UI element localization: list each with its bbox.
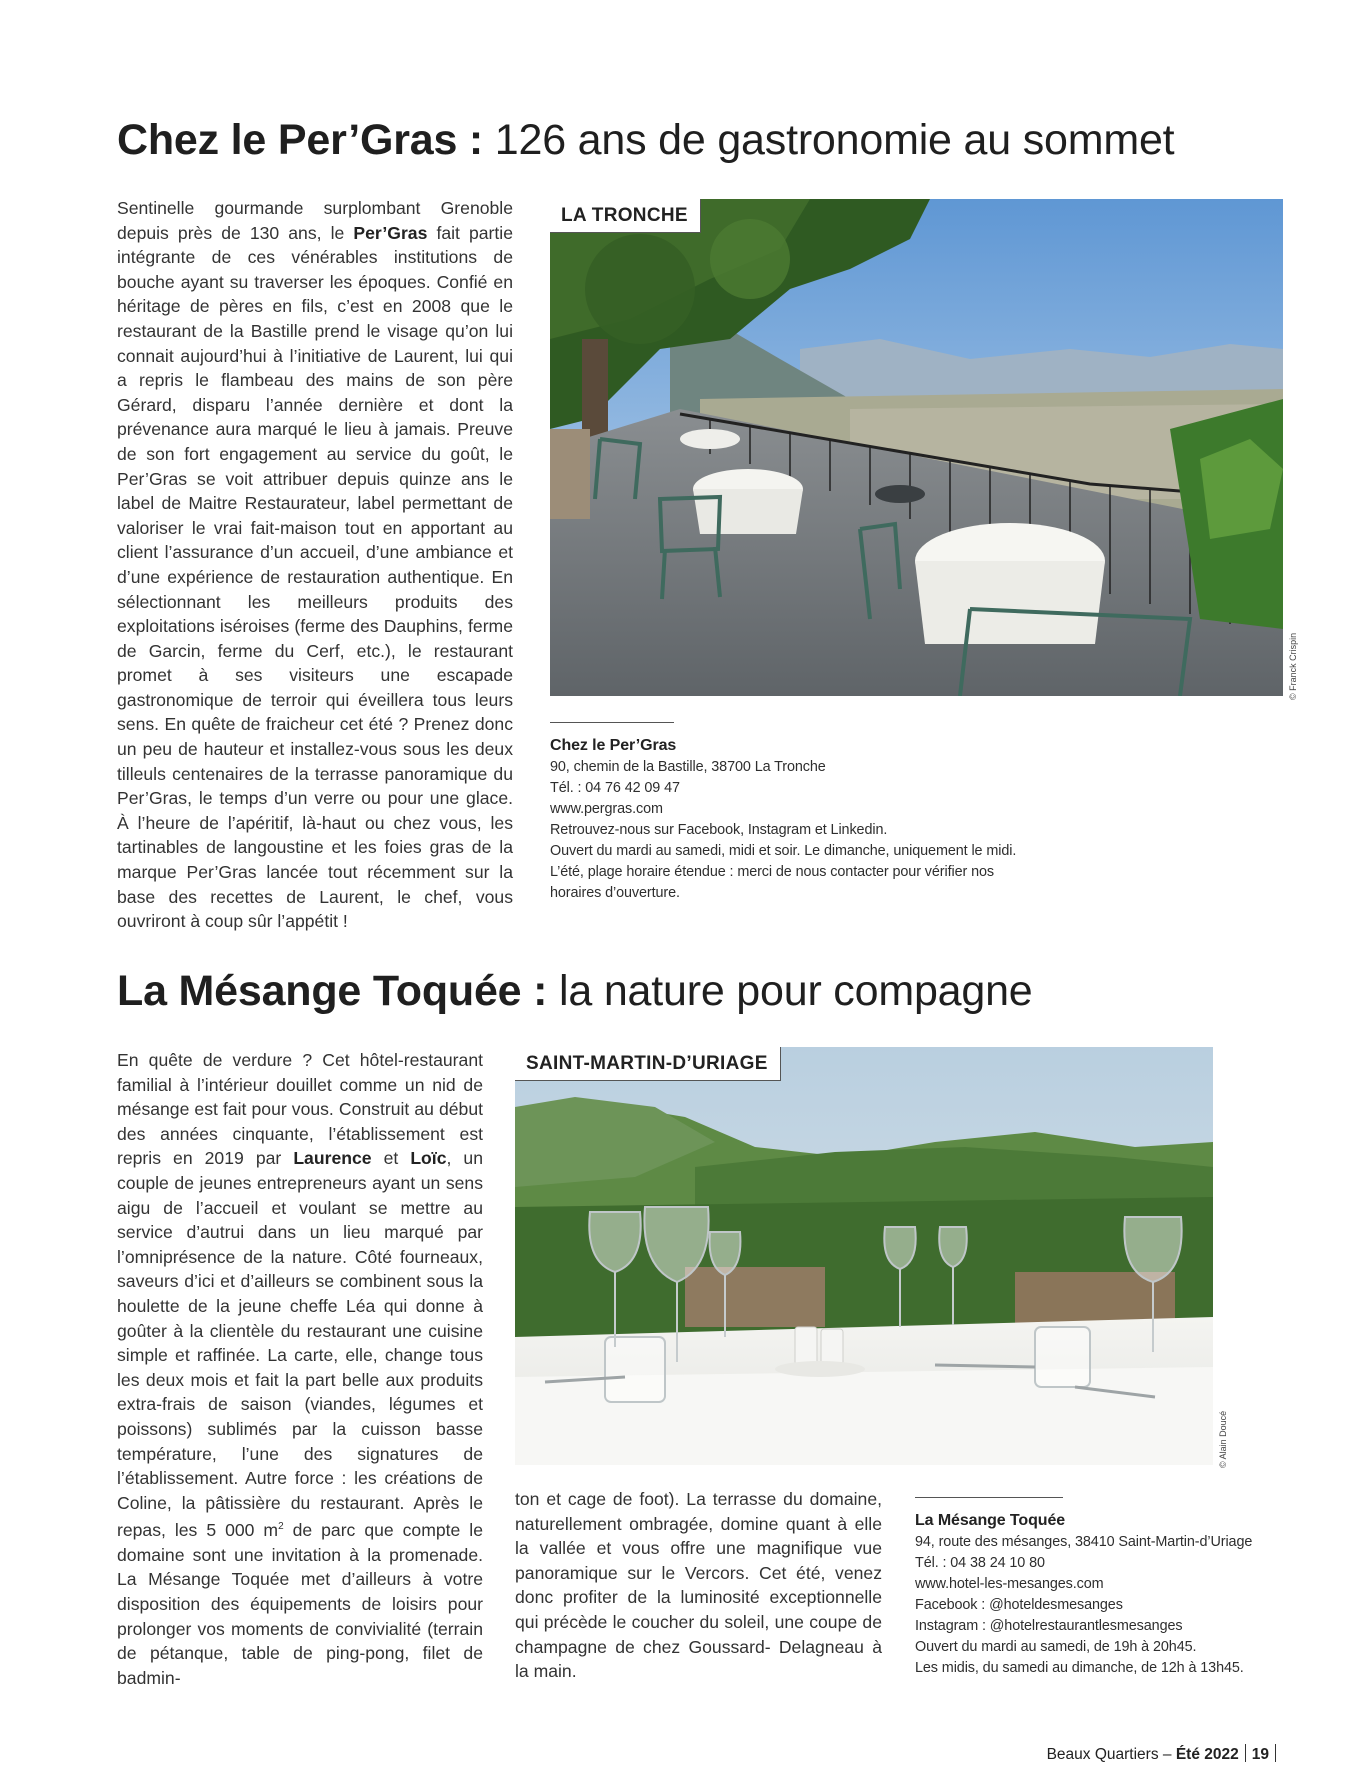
article2-text-c: , un couple de jeunes entrepreneurs ayant un sens aigu de l’accueil et voulant se mettre au service d’autrui dans un lieu marqué par l’omniprésence de la nature. Côté fourneaux, saveurs d’ici et d’ailleurs se combinent sous la houlette de la jeune cheffe Léa qui donne à goûter à la clientèle du restaurant une cuisine simple et raffinée. La carte, elle, change tous les deux mois et fait la part belle aux produits extra-frais de saison (viandes, légumes et poissons) sublimés par la cuisson basse température, l’une des signatures de l’établissement. Autre force : les créations de Coline, la pâtissière du restaurant. Après le repas, les 5 000 m xyxy=(117,1148,483,1541)
article1-info-box xyxy=(550,735,1016,904)
article2-info-website: www.hotel-les-mesanges.com xyxy=(915,1576,1104,1592)
footer-issue: Été 2022 xyxy=(1175,1746,1239,1763)
article2-photo-credit: © Alain Doucé xyxy=(1218,1410,1228,1468)
article1-photo-credit: © Franck Crispin xyxy=(1288,632,1298,700)
footer-separator-end xyxy=(1275,1744,1276,1762)
article2-info-hours-line2: Les midis, du samedi au dimanche, de 12h à 13h45. xyxy=(915,1660,1244,1676)
footer-publication: Beaux Quartiers – xyxy=(1046,1746,1172,1763)
article1-info-hours: Ouvert du mardi au samedi, midi et soir. Le dimanche, uniquement le midi. xyxy=(550,843,1017,859)
article2-body-col2 xyxy=(515,1487,882,1684)
article1-location-tag: LA TRONCHE xyxy=(550,199,701,233)
article2-info-facebook: Facebook : @hoteldesmesanges xyxy=(915,1597,1123,1613)
article1-info-address: 90, chemin de la Bastille, 38700 La Tronche xyxy=(550,759,826,775)
article1-text-start: Sentinelle gourmande surplombant Grenoble depuis près de 130 ans, le xyxy=(117,198,513,243)
article2-info-hours-line1: Ouvert du mardi au samedi, de 19h à 20h45. xyxy=(915,1639,1197,1655)
page-footer xyxy=(1047,1744,1282,1764)
article1-info-social: Retrouvez-nous sur Facebook, Instagram et Linkedin. xyxy=(550,822,888,838)
article2-title-bold: La Mésange Toquée : xyxy=(117,967,548,1015)
article2-text-b: et xyxy=(371,1148,411,1169)
article2-body-col1 xyxy=(117,1048,483,1690)
table-glasses-photo-illustration xyxy=(515,1047,1213,1465)
article2-info-address: 94, route des mésanges, 38410 Saint-Martin-d’Uriage xyxy=(915,1534,1253,1550)
article2-info-name: La Mésange Toquée xyxy=(915,1512,1066,1529)
article2-text-superscript: 2 xyxy=(278,1521,284,1533)
article1-text-rest: fait partie intégrante de ces vénérables institutions de bouche ayant su traverser les époques. Confié en héritage de pères en fils, c’est en 2008 que le restaurant de la Bastille prend le visage qu’on lui connait aujourd’hui à l’initiative de Laurent, lui qui a repris le flambeau des mains de son père Gérard, disparu l’année dernière et dont la prévenance aura marqué le lieu à jamais. Preuve de son fort engagement au service du goût, le Per’Gras se voit attribuer depuis quinze ans le label de Maitre Restaurateur, label permettant de valoriser le vrai fait-maison tout en apportant au client l’assurance d’un accueil, d’une ambiance et d’une expérience de restauration authentique. En sélectionnant les meilleurs produits des exploitations iséroises (ferme des Dauphins, ferme de Garcin, ferme du Cerf, etc.), le restaurant promet à ses visiteurs une escapade gastronomique de terroir qui éveillera tous leurs sens. En quête de fraicheur cet été ? Prenez donc un peu de hauteur et installez-vous sous les deux tilleuls centenaires de la terrasse panoramique du Per’Gras, le temps d’un verre ou pour une glace. À l’heure de l’apéritif, là-haut ou chez vous, les tartinables de langoustine et les foies gras de la marque Per’Gras lancée tout récemment sur la base des recettes de Laurent, le chef, vous ouvriront à coup sûr l’appétit ! xyxy=(117,222,513,932)
article2-paragraph-continued: ton et cage de foot). La terrasse du domaine, naturellement ombragée, domine quant à elle la vallée et vous offre une magnifique vue panoramique sur le Vercors. Cet été, venez donc profiter de la luminosité exceptionnelle qui précède le coucher du soleil, une coupe de champagne de chez Goussard- Delagneau à la main. xyxy=(515,1489,882,1682)
article1-title-bold: Chez le Per’Gras : xyxy=(117,116,484,164)
article1-info-summer-line2: horaires d’ouverture. xyxy=(550,885,680,901)
article2-text-bold2: Loïc xyxy=(410,1148,447,1169)
article1-info-summer-line1: L’été, plage horaire étendue : merci de nous contacter pour vérifier nos xyxy=(550,864,994,880)
article2-text-d: de parc que compte le domaine sont une invitation à la promenade. La Mésange Toquée met d’ailleurs à votre disposition des équipements de loisirs pour prolonger vos moments de convivialité (terrain de pétanque, table de ping-pong, filet de badmin- xyxy=(117,1520,483,1688)
article1-info-website: www.pergras.com xyxy=(550,801,663,817)
article1-body xyxy=(117,196,513,934)
article1-paragraph xyxy=(117,196,513,934)
article1-title-light: 126 ans de gastronomie au sommet xyxy=(494,116,1175,164)
article2-text-a: En quête de verdure ? Cet hôtel-restaurant familial à l’intérieur douillet comme un nid de mésange est fait pour vous. Construit au début des années cinquante, l’établissement est repris en 2019 par xyxy=(117,1050,483,1169)
article2-title-light: la nature pour compagne xyxy=(559,967,1033,1015)
article1-text-bold: Per’Gras xyxy=(353,222,428,243)
article1-title xyxy=(117,116,1174,165)
article2-title xyxy=(117,967,1033,1016)
article1-info-name: Chez le Per’Gras xyxy=(550,737,677,754)
article1-info-phone: Tél. : 04 76 42 09 47 xyxy=(550,780,680,796)
article1-photo xyxy=(550,199,1283,696)
footer-page-number: 19 xyxy=(1251,1746,1269,1763)
article2-location-tag: SAINT-MARTIN-D’URIAGE xyxy=(515,1047,781,1081)
footer-separator xyxy=(1245,1744,1246,1762)
article2-info-box xyxy=(915,1510,1252,1679)
terrace-photo-illustration xyxy=(550,199,1283,696)
article2-paragraph xyxy=(117,1048,483,1690)
article2-text-bold1: Laurence xyxy=(293,1148,372,1169)
article2-info-instagram: Instagram : @hotelrestaurantlesmesanges xyxy=(915,1618,1183,1634)
article2-photo xyxy=(515,1047,1213,1465)
article2-info-phone: Tél. : 04 38 24 10 80 xyxy=(915,1555,1045,1571)
article2-info-rule xyxy=(915,1497,1063,1498)
article1-info-rule xyxy=(550,722,674,723)
